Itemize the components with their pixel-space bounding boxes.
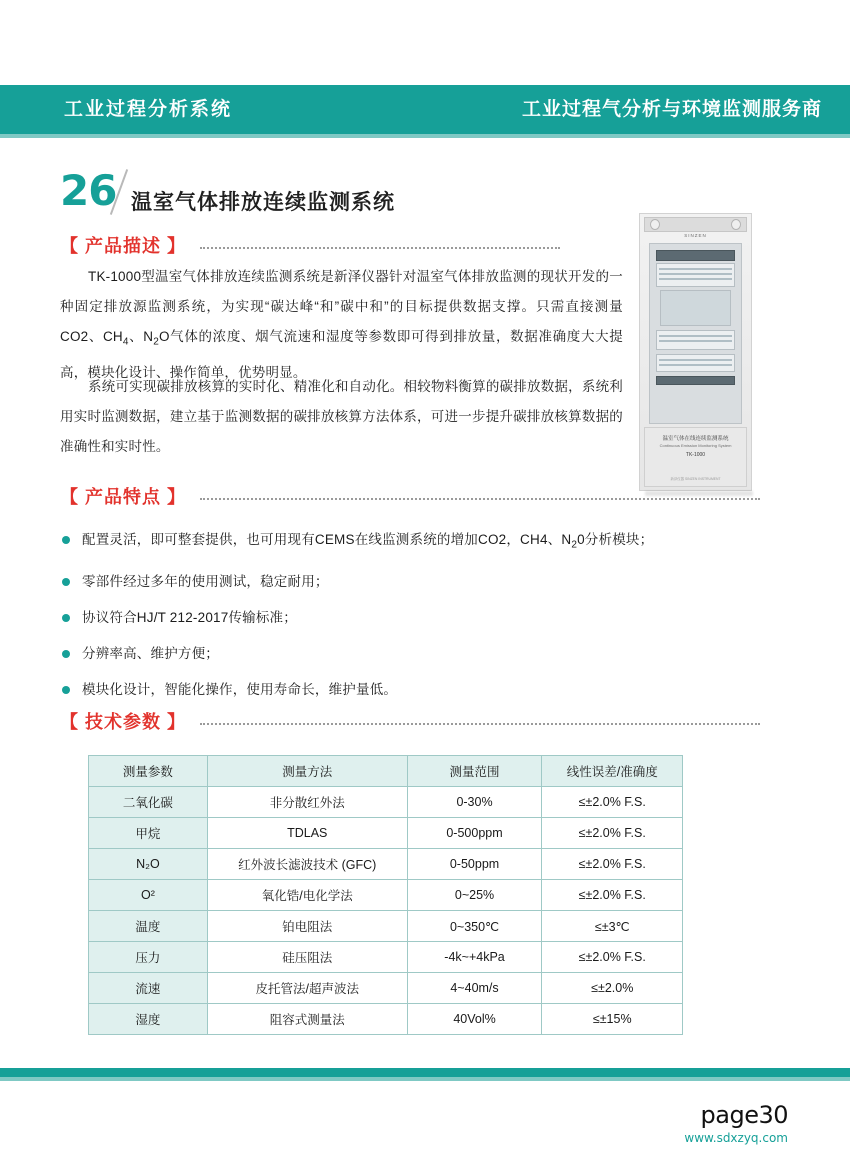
table-cell-method: TDLAS bbox=[207, 818, 407, 849]
cabinet-brand-label: SINZEN bbox=[684, 233, 707, 238]
table-cell-range: 40Vol% bbox=[407, 1004, 542, 1035]
table-header-cell-1: 测量方法 bbox=[207, 756, 407, 787]
cabinet-model: TK-1000 bbox=[685, 452, 706, 458]
table-cell-range: 0-50ppm bbox=[407, 849, 542, 880]
description-paragraph-2: 系统可实现碳排放核算的实时化、精准化和自动化。相较物料衡算的碳排放数据，系统利用实时监测数据，建立基于监测数据的碳排放核算方法体系，可进一步提升碳排放核算数据的准确性和实时性。 bbox=[60, 379, 623, 454]
table-cell-range: -4k~+4kPa bbox=[407, 942, 542, 973]
table-cell-range: 4~40m/s bbox=[407, 973, 542, 1004]
cabinet-lower-panel bbox=[644, 427, 747, 487]
table-row bbox=[89, 818, 683, 849]
table-cell-param: 温度 bbox=[89, 911, 208, 942]
product-photo-cabinet bbox=[639, 213, 752, 491]
feature-item-3: 协议符合HJ/T 212-2017传输标准； bbox=[60, 600, 760, 636]
table-header-cell-3: 线性误差/准确度 bbox=[542, 756, 683, 787]
product-features-heading: 【 产品特点 】 bbox=[60, 487, 187, 507]
table-cell-range: 0~350℃ bbox=[407, 911, 542, 942]
table-row bbox=[89, 849, 683, 880]
table-cell-method: 皮托管法/超声波法 bbox=[207, 973, 407, 1004]
table-cell-range: 0~25% bbox=[407, 880, 542, 911]
table-cell-accuracy: ≤±2.0% F.S. bbox=[542, 849, 683, 880]
page-number: page30 bbox=[700, 1101, 788, 1129]
header-accent-line bbox=[0, 134, 850, 138]
feature-item-1: 配置灵活，即可整套提供，也可用现有CEMS在线监测系统的增加CO2，CH4、$N_20$分析模块； bbox=[60, 522, 760, 564]
section-number: 26 bbox=[60, 166, 117, 215]
product-photo-shadow bbox=[645, 491, 753, 496]
table-cell-accuracy: ≤±2.0% F.S. bbox=[542, 818, 683, 849]
table-cell-param: 压力 bbox=[89, 942, 208, 973]
cabinet-label-cn: 温室气体在线连续监测系统 bbox=[662, 436, 729, 442]
table-row bbox=[89, 1004, 683, 1035]
table-cell-accuracy: ≤±2.0% F.S. bbox=[542, 880, 683, 911]
table-header-cell-2: 测量范围 bbox=[407, 756, 542, 787]
product-description-heading: 【 产品描述 】 bbox=[60, 236, 187, 256]
table-cell-accuracy: ≤±3℃ bbox=[542, 911, 683, 942]
table-header-row bbox=[89, 756, 683, 787]
feature-item-5: 模块化设计，智能化操作，使用寿命长，维护量低。 bbox=[60, 672, 760, 708]
panel-module-display bbox=[660, 290, 731, 326]
cabinet-top-bar bbox=[644, 217, 747, 232]
feature-list bbox=[60, 522, 760, 708]
table-cell-range: 0-30% bbox=[407, 787, 542, 818]
panel-module-analyzer-2 bbox=[656, 330, 735, 350]
table-cell-accuracy: ≤±2.0% F.S. bbox=[542, 942, 683, 973]
cabinet-lug-right bbox=[731, 219, 741, 230]
feature-item-4: 分辨率高、维护方便； bbox=[60, 636, 760, 672]
table-cell-accuracy: ≤±2.0% F.S. bbox=[542, 787, 683, 818]
table-cell-param: 流速 bbox=[89, 973, 208, 1004]
website-url[interactable]: www.sdxzyq.com bbox=[684, 1131, 788, 1145]
table-cell-range: 0-500ppm bbox=[407, 818, 542, 849]
table-cell-param: 二氧化碳 bbox=[89, 787, 208, 818]
table-row bbox=[89, 787, 683, 818]
table-cell-param: N₂O bbox=[89, 849, 208, 880]
feature-item-2: 零部件经过多年的使用测试，稳定耐用； bbox=[60, 564, 760, 600]
specs-dotted-rule bbox=[200, 723, 760, 725]
table-header-cell-0: 测量参数 bbox=[89, 756, 208, 787]
table-cell-accuracy: ≤±15% bbox=[542, 1004, 683, 1035]
table-row bbox=[89, 942, 683, 973]
table-cell-method: 硅压阻法 bbox=[207, 942, 407, 973]
description-paragraph-1 bbox=[60, 262, 623, 388]
panel-module-footer bbox=[656, 376, 735, 385]
table-row bbox=[89, 973, 683, 1004]
header-right-title: 工业过程气分析与环境监测服务商 bbox=[521, 99, 822, 120]
header-left-title: 工业过程分析系统 bbox=[64, 99, 233, 120]
table-cell-method: 铂电阻法 bbox=[207, 911, 407, 942]
panel-module-analyzer-3 bbox=[656, 354, 735, 372]
table-cell-method: 氧化锆/电化学法 bbox=[207, 880, 407, 911]
table-row bbox=[89, 911, 683, 942]
cabinet-instrument-panel bbox=[649, 243, 742, 424]
footer-band bbox=[0, 1068, 850, 1077]
spec-table bbox=[88, 755, 683, 1035]
description-dotted-rule bbox=[200, 247, 560, 249]
description-paragraph-1-text: TK-1000型温室气体排放连续监测系统是新泽仪器针对温室气体排放监测的现状开发的一种固定排放源监测系统，为实现“碳达峰“和”碳中和”的目标提供数据支撑。只需直接测量CO2、$CH_4$、$N_2O$气体的浓度、烟气流速和湿度等参数即可得到排放量，数据准确度大大提高，模块化设计、操作简单，优势明显。 bbox=[60, 269, 623, 380]
table-cell-method: 红外波长滤波技术 (GFC) bbox=[207, 849, 407, 880]
panel-module-analyzer-1 bbox=[656, 263, 735, 287]
cabinet-lug-left bbox=[650, 219, 660, 230]
table-cell-method: 非分散红外法 bbox=[207, 787, 407, 818]
page-title: 温室气体排放连续监测系统 bbox=[131, 191, 395, 214]
features-dotted-rule bbox=[200, 498, 760, 500]
table-cell-param: O² bbox=[89, 880, 208, 911]
table-cell-method: 阻容式测量法 bbox=[207, 1004, 407, 1035]
cabinet-footer-text: 新泽仪器 SINZEN INSTRUMENT bbox=[670, 477, 721, 481]
footer-accent-line bbox=[0, 1077, 850, 1081]
table-cell-accuracy: ≤±2.0% bbox=[542, 973, 683, 1004]
table-row bbox=[89, 880, 683, 911]
panel-module-header bbox=[656, 250, 735, 261]
technical-parameters-heading: 【 技术参数 】 bbox=[60, 712, 187, 732]
table-cell-param: 甲烷 bbox=[89, 818, 208, 849]
cabinet-label-en: Continuous Emission Monitoring System bbox=[659, 443, 732, 448]
table-cell-param: 湿度 bbox=[89, 1004, 208, 1035]
